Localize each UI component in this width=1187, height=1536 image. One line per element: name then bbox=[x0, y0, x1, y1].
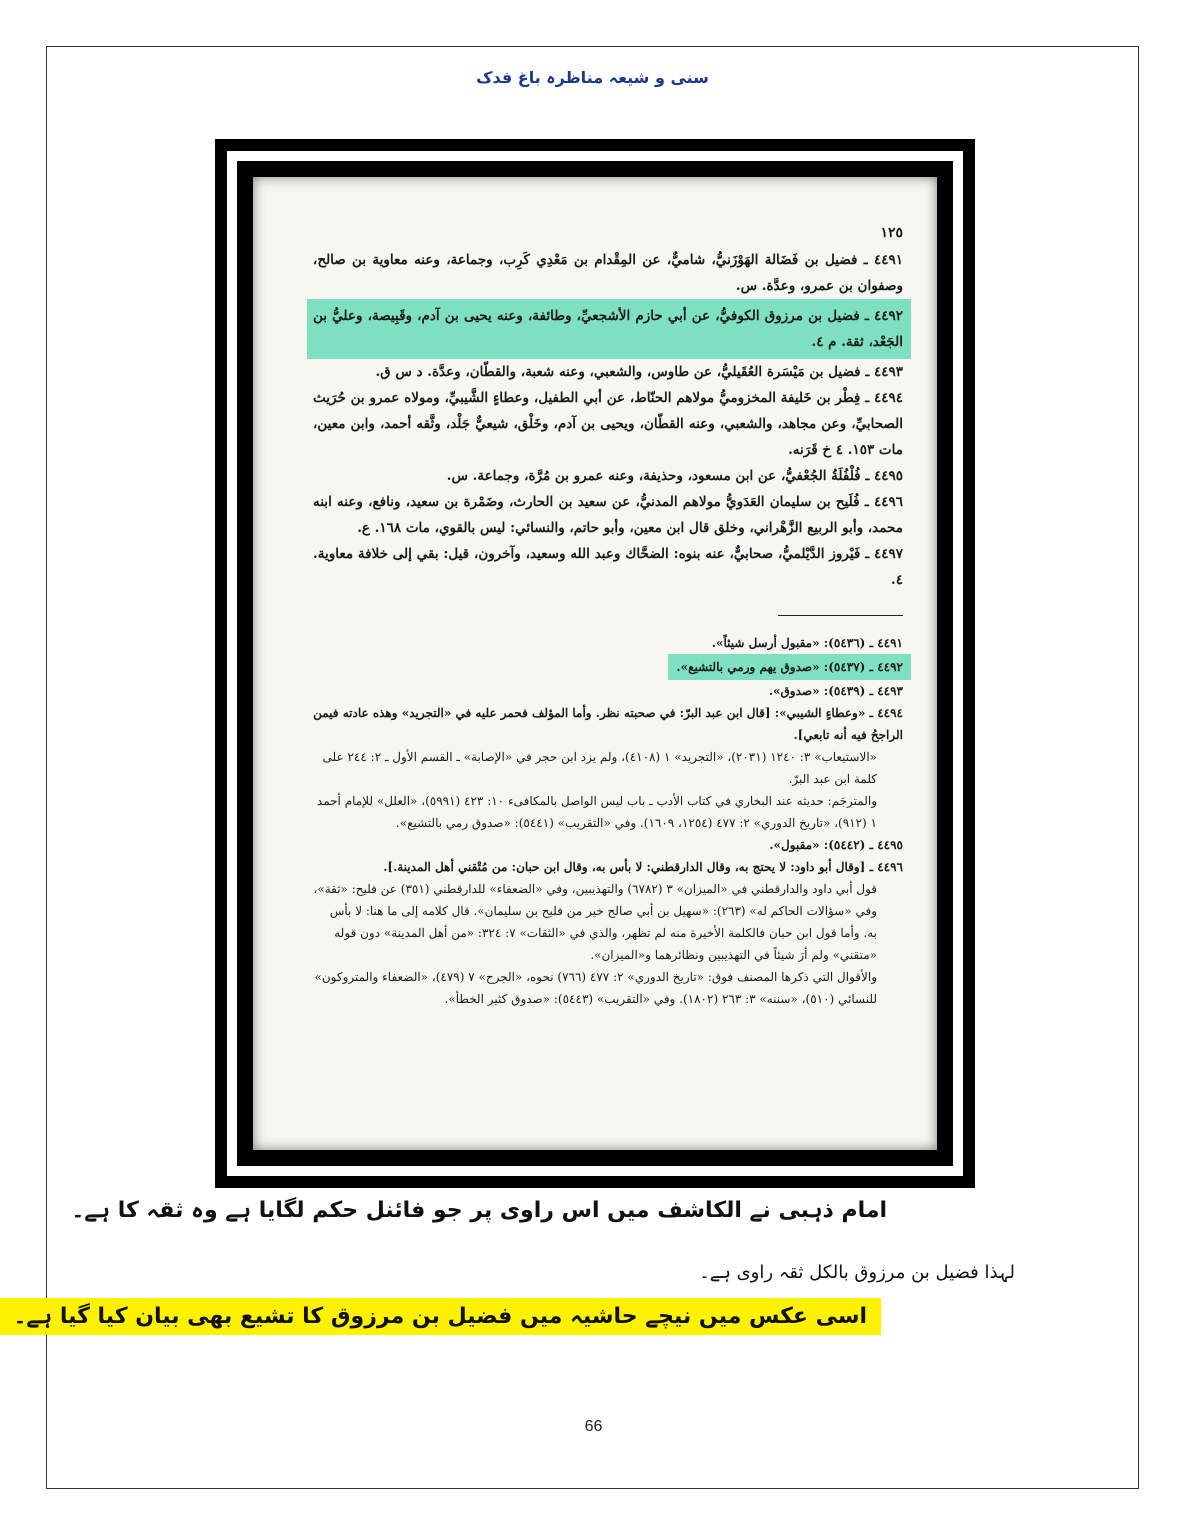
urdu-conclusion: لہذا فضیل بن مرزوق بالکل ثقہ راوی ہے۔ bbox=[699, 1262, 1015, 1283]
entry-4496: ٤٤٩٦ ـ فُلَيح بن سليمان العَدَويُّ مولاهم المدنيُّ، عن سعيد بن الحارث، وضَمْرة بن سعيد، ونافع، وعنه ابنه محمد، وأبو الربيع الزَّهْراني، وخلق قال ابن معين، وأبو حاتم، والنسائي: ليس بالقوي، مات ١٦٨. ع. bbox=[313, 494, 903, 536]
urdu-highlighted-note: اسی عکس میں نیچے حاشیہ میں فضیل بن مرزوق کا تشیع بھی بیان کیا گیا ہے۔ bbox=[0, 1298, 881, 1335]
footnote-4493: ٤٤٩٣ ـ (٥٤٣٩): «صدوق». bbox=[768, 684, 903, 698]
scan-image-frame bbox=[215, 139, 975, 1188]
entry-4495: ٤٤٩٥ ـ فُلْفُلَةُ الجُعْفيُّ، عن ابن مسعود، وحذيفة، وعنه عمرو بن مُرَّة، وجماعة. س. bbox=[446, 468, 903, 484]
footnote-4496: ٤٤٩٦ ـ [وقال أبو داود: لا يحتج به، وقال الدارقطني: لا بأس به، وقال ابن حبان: من مُتْقني أهل المدينة.]. bbox=[383, 860, 903, 874]
scanned-book-page bbox=[253, 177, 937, 1150]
footnote-4492-highlighted: ٤٤٩٢ ـ (٥٤٣٧): «صدوق يهم ورمي بالتشيع». bbox=[668, 654, 911, 680]
footnote-4496-sources: قول أبي داود والدارقطني في «الميزان» ٣ (٦٧٨٢) والتهذيبين، وفي «الضعفاء» للدارقطني (٣٥١) عن فليح: «ثقة»، وفي «سؤالات الحاكم له» (٢٦٣): «سهيل بن أبي صالح خير من فليح بن سليمان». قال كلامه إلى ما هنا: لا بأس به. وأما قول ابن حبان فالكلمة الأخيرة منه لم تظهر، والذي في «الثقات» ٧: ٣٢٤: «من أهل المدينة» دون قوله «متقني» ولم أرَ شيئاً في التهذيبين ونظائرهما و«الميزان». bbox=[313, 882, 877, 962]
footnote-4496-quotes: والأقوال التي ذكرها المصنف فوق: «تاريخ الدوري» ٢: ٤٧٧ (٧٦٦) نحوه، «الجرح» ٧ (٤٧٩)، «الضعفاء والمتروكون» للنسائي (٥١٠)، «سننه» ٣: ٢٦٣ (١٨٠٢). وفي «التقريب» (٥٤٤٣): «صدوق كثير الخطأ». bbox=[314, 970, 877, 1006]
footnote-4495: ٤٤٩٥ ـ (٥٤٤٢): «مقبول». bbox=[769, 838, 903, 852]
entry-4497: ٤٤٩٧ ـ فَيْروز الدَّيْلميُّ، صحابيٌّ، عنه بنوه: الضحَّاك وعبد الله وسعيد، وآخرون، قيل: بقي إلى خلافة معاوية. ٤. bbox=[313, 546, 903, 588]
entry-4492-highlighted: ٤٤٩٢ ـ فضيل بن مرزوق الكوفيُّ، عن أبي حازم الأشجعيِّ، وطائفة، وعنه يحيى بن آدم، وقَبِيصة، وعليُّ بن الجَعْد، ثقة. م ٤. bbox=[307, 299, 911, 359]
entry-4491: ٤٤٩١ ـ فضيل بن فَضَالة الهَوْزَنيُّ، شاميٌّ، عن المِقْدام بن مَعْدِي كَرِب، وجماعة، وعنه معاوية بن صالح، وصفوان بن عمرو، وعدَّة. س. bbox=[313, 252, 903, 294]
footnote-4494-translated: والمترجَم: حديثه عند البخاري في كتاب الأدب ـ باب ليس الواصل بالمكافىء ١٠: ٤٢٣ (٥٩٩١)، «العلل» للإمام أحمد ١ (٩١٢)، «تاريخ الدوري» ٢: ٤٧٧ (١٢٥٤، ١٦٠٩). وفي «التقريب» (٥٤٤١): «صدوق رمي بالتشيع». bbox=[316, 794, 877, 830]
entry-4494: ٤٤٩٤ ـ فِطْر بن خَليفة المخزوميُّ مولاهم الحنّاط، عن أبي الطفيل، وعطاءٍ الشَّيبيِّ، ومولاه عمرو بن حُرَيث الصحابيِّ، وعن مجاهد، والشعبي، وعنه القطّان، ويحيى بن آدم، وخَلْق، شيعيٌّ جَلْد، وثَّقه أحمد، وابن معين، مات ١٥٣. ٤ خ قَرَنه. bbox=[313, 390, 903, 458]
footnote-4494-sources: «الاستيعاب» ٣: ١٢٤٠ (٢٠٣١)، «التجريد» ١ (٤١٠٨)، ولم يزد ابن حجر في «الإصابة» ـ القسم الأول ـ ٢: ٢٤٤ على كلمة ابن عبد البرّ. bbox=[322, 750, 877, 786]
book-page-number: ١٢٥ bbox=[880, 225, 903, 241]
urdu-statement-thiqah: امام ذہبی نے الکاشف میں اس راوی پر جو فائنل حکم لگایا ہے وہ ثقہ کا ہے۔ bbox=[71, 1198, 887, 1223]
scan-text-block bbox=[313, 225, 903, 1010]
footnote-separator bbox=[778, 615, 903, 616]
entry-4493: ٤٤٩٣ ـ فضيل بن مَيْسَرة العُقَيليُّ، عن طاوس، والشعبي، وعنه شعبة، والقطّان، وعدَّة. د س ق. bbox=[375, 364, 903, 380]
footnote-4494: ٤٤٩٤ ـ «وعطاءٍ الشيبي»: [قال ابن عبد البرّ: في صحبته نظر. وأما المؤلف فحمر عليه في «التجريد» وهذه عادته فيمن الراجحُ فيه أنه تابعي]. bbox=[313, 706, 903, 742]
footnote-4491: ٤٤٩١ ـ (٥٤٣٦): «مقبول أرسل شيئاً». bbox=[711, 636, 903, 650]
page-number: 66 bbox=[584, 1418, 603, 1435]
page-header-title: سنی و شیعہ مناظرہ باغ فدک bbox=[476, 68, 709, 87]
